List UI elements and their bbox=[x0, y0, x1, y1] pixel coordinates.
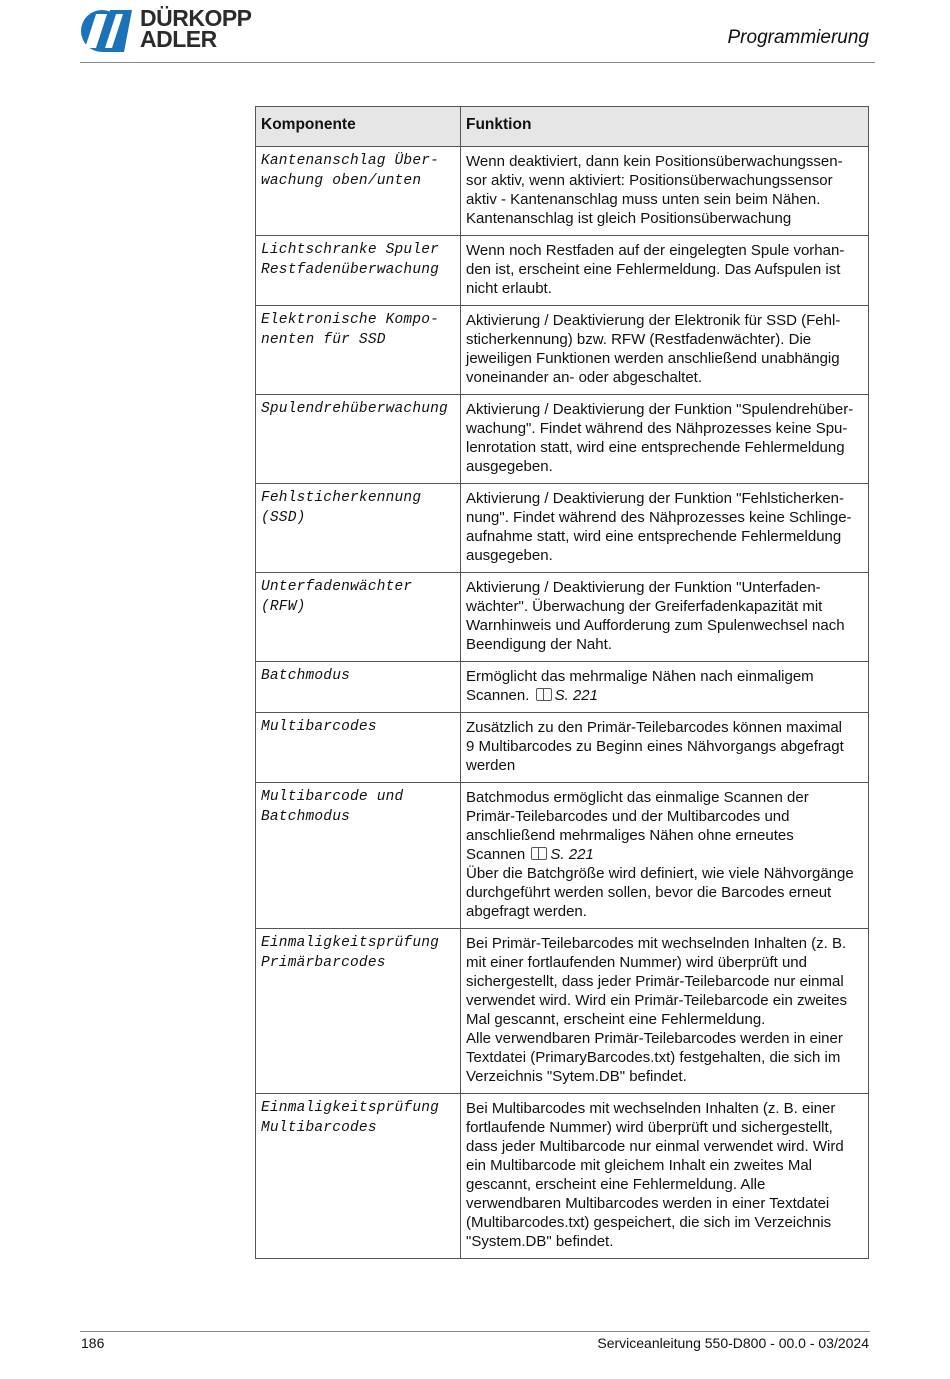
function-description-cell: Aktivierung / Deaktivierung der Funktion "Unterfaden- wächter". Überwachung der Greiferfadenkapazität mit Warnhinweis und Aufforderung zum Spulenwechsel nach Beendigung der Naht. bbox=[461, 573, 869, 662]
table-row bbox=[256, 783, 869, 929]
function-description-cell: Ermöglicht das mehrmalige Nähen nach einmaligem Scannen. S. 221 bbox=[461, 662, 869, 713]
table-row bbox=[256, 306, 869, 395]
book-icon bbox=[536, 688, 552, 701]
component-table bbox=[255, 106, 869, 1259]
table-row bbox=[256, 395, 869, 484]
brand-name-line1: DÜRKOPP bbox=[140, 5, 252, 31]
page-reference-link[interactable] bbox=[529, 846, 593, 863]
function-description-cell: Batchmodus ermöglicht das einmalige Scannen der Primär-Teilebarcodes und der Multibarcodes und anschließend mehrmaliges Nähen ohne erneutes Scannen S. 221 Über die Batchgröße wird definiert, wie viele Nähvorgänge durchgeführt werden sollen, bevor die Barcodes erneut abgefragt werden. bbox=[461, 783, 869, 929]
table-row bbox=[256, 484, 869, 573]
function-description-cell: Wenn noch Restfaden auf der eingelegten Spule vorhan- den ist, erscheint eine Fehlermeldung. Das Aufspulen ist nicht erlaubt. bbox=[461, 236, 869, 306]
page-reference-link[interactable] bbox=[534, 687, 598, 704]
brand-name-line2: ADLER bbox=[140, 26, 217, 52]
function-description-cell: Bei Primär-Teilebarcodes mit wechselnden Inhalten (z. B. mit einer fortlaufenden Nummer) wird überprüft und sichergestellt, dass jeder Primär-Teilebarcode nur einmal verwendet wird. Wird ein Primär-Teilebarcode ein zweites Mal gescannt, erscheint eine Fehlermeldung. Alle verwendbaren Primär-Teilebarcodes werden in einer Textdatei (PrimaryBarcodes.txt) festgehalten, die sich im Verzeichnis "Sytem.DB" befindet. bbox=[461, 929, 869, 1094]
footer-rule bbox=[80, 1331, 870, 1332]
table-row bbox=[256, 929, 869, 1094]
table-row bbox=[256, 662, 869, 713]
component-name-cell: Batchmodus bbox=[256, 662, 461, 713]
brand-name bbox=[140, 5, 252, 52]
brand-logo-mark-icon bbox=[80, 8, 138, 54]
component-name-cell: Fehlsticherkennung (SSD) bbox=[256, 484, 461, 573]
table-row bbox=[256, 147, 869, 236]
table-row bbox=[256, 1094, 869, 1259]
column-header-component: Komponente bbox=[256, 107, 461, 147]
brand-logo bbox=[80, 5, 270, 54]
function-description-cell: Aktivierung / Deaktivierung der Elektronik für SSD (Fehl- sticherkennung) bzw. RFW (Restfadenwächter). Die jeweiligen Funktionen werden anschließend unabhängig voneinander an- oder abgeschaltet. bbox=[461, 306, 869, 395]
component-name-cell: Unterfadenwächter (RFW) bbox=[256, 573, 461, 662]
function-description-cell: Aktivierung / Deaktivierung der Funktion "Spulendrehüber- wachung". Findet während des Nähprozesses keine Spu- lenrotation statt, wird eine entsprechende Fehlermeldung ausgegeben. bbox=[461, 395, 869, 484]
component-name-cell: Multibarcode und Batchmodus bbox=[256, 783, 461, 929]
component-name-cell: Kantenanschlag Über- wachung oben/unten bbox=[256, 147, 461, 236]
table-body bbox=[256, 147, 869, 1259]
page-number: 186 bbox=[81, 1335, 105, 1351]
component-name-cell: Einmaligkeitsprüfung Primärbarcodes bbox=[256, 929, 461, 1094]
function-description-cell: Aktivierung / Deaktivierung der Funktion "Fehlsticherken- nung". Findet während des Nähprozesses keine Schlinge- aufnahme statt, wird eine entsprechende Fehlermeldung ausgegeben. bbox=[461, 484, 869, 573]
table-row bbox=[256, 573, 869, 662]
table-header-row bbox=[256, 107, 869, 147]
function-description-cell: Wenn deaktiviert, dann kein Positionsüberwachungssen- sor aktiv, wenn aktiviert: Positionsüberwachungssensor aktiv - Kantenanschlag muss unten sein beim Nähen. Kantenanschlag ist gleich Positionsüberwachung bbox=[461, 147, 869, 236]
header-rule bbox=[80, 62, 875, 63]
component-name-cell: Multibarcodes bbox=[256, 713, 461, 783]
section-title: Programmierung bbox=[727, 27, 869, 48]
component-name-cell: Einmaligkeitsprüfung Multibarcodes bbox=[256, 1094, 461, 1259]
table-row bbox=[256, 713, 869, 783]
component-name-cell: Lichtschranke Spuler Restfadenüberwachung bbox=[256, 236, 461, 306]
page-reference-text: S. 221 bbox=[554, 687, 598, 704]
component-name-cell: Elektronische Kompo- nenten für SSD bbox=[256, 306, 461, 395]
column-header-function: Funktion bbox=[461, 107, 869, 147]
document-id: Serviceanleitung 550-D800 - 00.0 - 03/2024 bbox=[597, 1335, 869, 1351]
function-description-cell: Zusätzlich zu den Primär-Teilebarcodes können maximal 9 Multibarcodes zu Beginn eines Nähvorgangs abgefragt werden bbox=[461, 713, 869, 783]
function-description-cell: Bei Multibarcodes mit wechselnden Inhalten (z. B. einer fortlaufende Nummer) wird überprüft und sichergestellt, dass jeder Multibarcode nur einmal verwendet wird. Wird ein Multibarcode mit gleichem Inhalt ein zweites Mal gescannt, erscheint eine Fehlermeldung. Alle verwendbaren Multibarcodes werden in einer Textdatei (Multibarcodes.txt) gespeichert, die sich im Verzeichnis "System.DB" befindet. bbox=[461, 1094, 869, 1259]
book-icon bbox=[531, 847, 547, 860]
component-name-cell: Spulendrehüberwachung bbox=[256, 395, 461, 484]
table-row bbox=[256, 236, 869, 306]
page-reference-text: S. 221 bbox=[550, 846, 594, 863]
table-head bbox=[256, 107, 869, 147]
